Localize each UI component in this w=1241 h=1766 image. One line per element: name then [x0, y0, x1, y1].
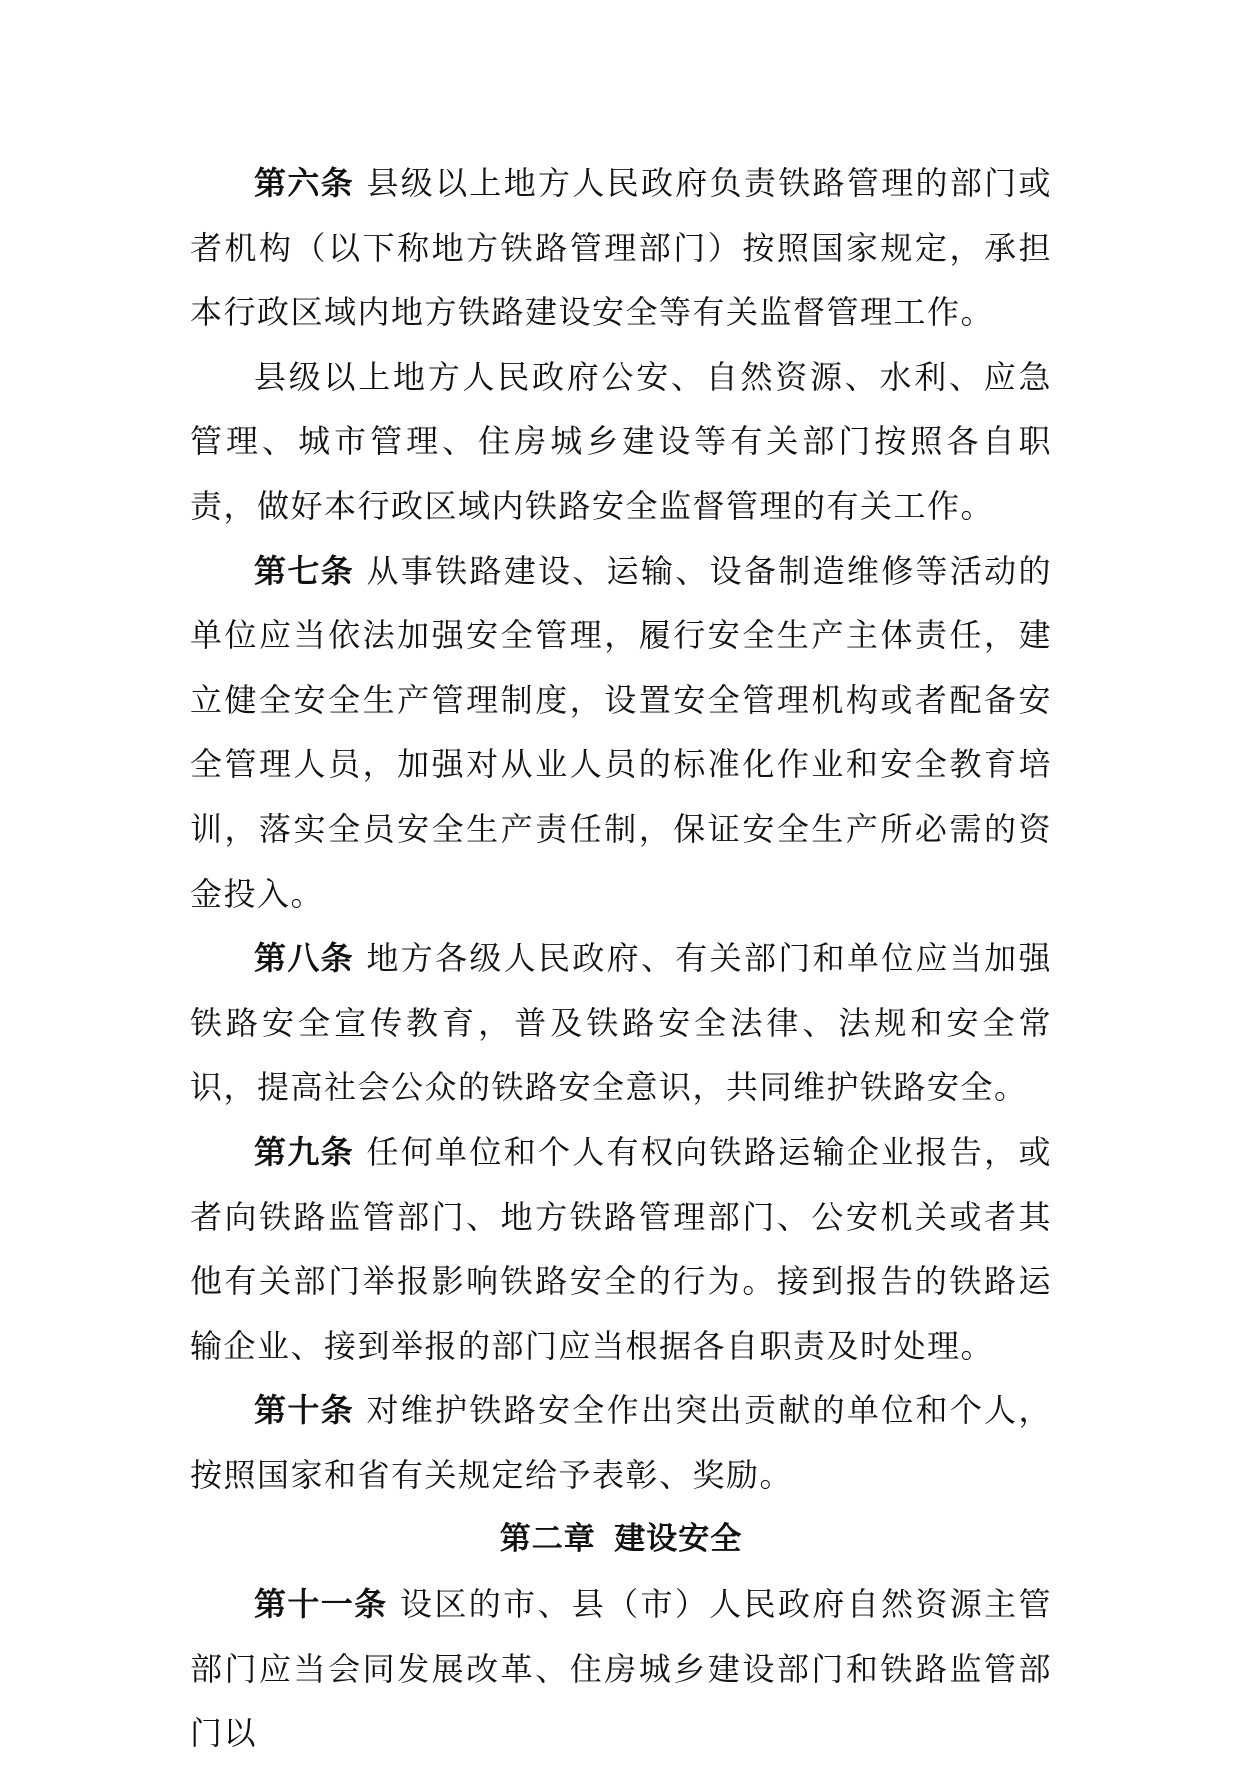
article-text: 地方各级人民政府、有关部门和单位应当加强铁路安全宣传教育，普及铁路安全法律、法规和安全常识，提高社会公众的铁路安全意识，共同维护铁路安全。: [190, 939, 1052, 1107]
article-8: [190, 926, 1052, 1120]
article-text: 对维护铁路安全作出突出贡献的单位和个人，按照国家和省有关规定给予表彰、奖励。: [190, 1391, 1052, 1494]
article-text: 从事铁路建设、运输、设备制造维修等活动的单位应当依法加强安全管理，履行安全生产主体责任，建立健全安全生产管理制度，设置安全管理机构或者配备安全管理人员，加强对从业人员的标准化作业和安全教育培训，落实全员安全生产责任制，保证安全生产所必需的资金投入。: [190, 551, 1052, 913]
chapter-title: 建设安全: [614, 1521, 743, 1558]
article-number: 第八条: [254, 939, 354, 978]
article-10: [190, 1378, 1052, 1507]
article-text: 县级以上地方人民政府公安、自然资源、水利、应急管理、城市管理、住房城乡建设等有关部门按照各自职责，做好本行政区域内铁路安全监督管理的有关工作。: [190, 357, 1052, 525]
article-number: 第七条: [254, 551, 354, 590]
article-text: 任何单位和个人有权向铁路运输企业报告，或者向铁路监管部门、地方铁路管理部门、公安机关或者其他有关部门举报影响铁路安全的行为。接到报告的铁路运输企业、接到举报的部门应当根据各自职责及时处理。: [190, 1132, 1052, 1365]
article-number: 第六条: [254, 164, 354, 202]
article-number: 第十条: [254, 1391, 354, 1430]
chapter-number: 第二章: [499, 1521, 596, 1558]
article-9: [190, 1120, 1052, 1378]
document-body: [190, 151, 1052, 1766]
article-6: [190, 151, 1052, 345]
article-number: 第十一条: [254, 1585, 388, 1624]
article-7: [190, 539, 1052, 927]
article-text: 设区的市、县（市）人民政府自然资源主管部门应当会同发展改革、住房城乡建设部门和铁路监管部门以: [190, 1585, 1052, 1753]
article-11: [190, 1572, 1052, 1766]
article-6-paragraph-2: [190, 345, 1052, 539]
article-number: 第九条: [254, 1132, 354, 1171]
article-text: 县级以上地方人民政府负责铁路管理的部门或者机构（以下称地方铁路管理部门）按照国家规定，承担本行政区域内地方铁路建设安全等有关监督管理工作。: [190, 164, 1052, 332]
chapter-heading: [190, 1507, 1052, 1572]
